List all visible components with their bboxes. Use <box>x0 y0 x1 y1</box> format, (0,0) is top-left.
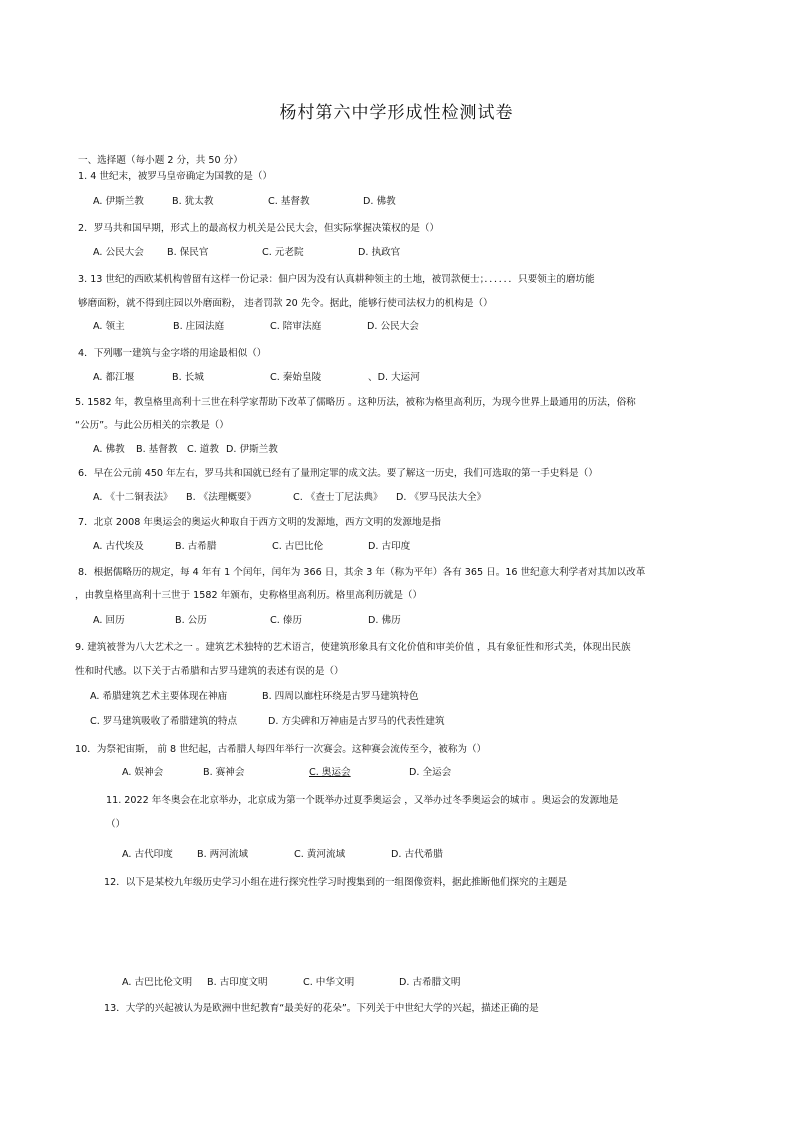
q6-option-b: B. 《法理概要》 <box>186 492 257 503</box>
question-2-stem: 2．罗马共和国早期，形式上的最高权力机关是公民大会，但实际掌握决策权的是（） <box>78 223 440 234</box>
q5-option-d: D. 伊斯兰教 <box>226 444 278 455</box>
question-10-stem: 10．为祭祀宙斯， 前 8 世纪起，古希腊人每四年举行一次赛会。这种赛会流传至今，被称为（） <box>75 744 487 755</box>
q4-option-a: A. 都江堰 <box>93 372 135 383</box>
q12-option-a: A. 古巴比伦文明 <box>122 977 193 988</box>
q5-option-c: C. 道教 <box>187 444 219 455</box>
q11-option-c: C. 黄河流域 <box>294 849 346 860</box>
question-1-stem: 1. 4 世纪末，被罗马皇帝确定为国教的是（） <box>78 171 273 182</box>
q8-option-b: B. 公历 <box>175 615 207 626</box>
page-title: 杨村第六中学形成性检测试卷 <box>279 103 514 123</box>
q7-option-c: C. 古巴比伦 <box>272 541 324 552</box>
q12-option-d: D. 古希腊文明 <box>399 977 461 988</box>
q7-option-a: A. 古代埃及 <box>93 541 144 552</box>
q3-option-a: A. 领主 <box>93 321 125 332</box>
q7-option-d: D. 古印度 <box>368 541 411 552</box>
question-12-stem: 12．以下是某校九年级历史学习小组在进行探究性学习时搜集到的一组图像资料，据此推断他们探究的主题是 <box>104 877 568 888</box>
question-8-stem-line1: 8．根据儒略历的规定，每 4 年有 1 个闰年，闰年为 366 日，其余 3 年（称为平年）各有 365 日。16 世纪意大利学者对其加以改革 <box>78 567 646 578</box>
question-6-stem: 6．早在公元前 450 年左右，罗马共和国就已经有了量刑定罪的成文法。要了解这一历史，我们可选取的第一手史料是（） <box>78 468 598 479</box>
question-5-stem-line2: “公历”。与此公历相关的宗教是（） <box>75 420 229 431</box>
q6-option-c: C. 《查士丁尼法典》 <box>293 492 383 503</box>
question-9-stem-line2: 性和时代感。以下关于古希腊和古罗马建筑的表述有误的是（） <box>75 666 344 677</box>
question-5-stem-line1: 5. 1582 年，教皇格里高利十三世在科学家帮助下改革了儒略历 。这种历法，被称为格里高利历，为现今世界上最通用的历法，俗称 <box>75 397 636 408</box>
q5-option-b: B. 基督教 <box>136 444 178 455</box>
q1-option-b: B. 犹太教 <box>172 196 214 207</box>
q11-option-a: A. 古代印度 <box>122 849 173 860</box>
q1-option-a: A. 伊斯兰教 <box>93 196 144 207</box>
q3-option-c: C. 陪审法庭 <box>270 321 322 332</box>
q11-option-b: B. 两河流域 <box>197 849 249 860</box>
question-3-stem-line2: 够磨面粉，就不得到庄园以外磨面粉， 违者罚款 20 先令。据此，能够行使司法权力的机构是（） <box>78 298 493 309</box>
q7-option-b: B. 古希腊 <box>175 541 217 552</box>
question-7-stem: 7．北京 2008 年奥运会的奥运火种取自于西方文明的发源地，西方文明的发源地是指 <box>78 517 441 528</box>
q1-option-d: D. 佛教 <box>363 196 396 207</box>
q9-option-a: A. 希腊建筑艺术主要体现在神庙 <box>90 691 228 702</box>
q3-option-d: D. 公民大会 <box>367 321 419 332</box>
q4-option-d: 、D. 大运河 <box>368 372 420 383</box>
question-13-stem: 13．大学的兴起被认为是欧洲中世纪教育“最美好的花朵”。下列关于中世纪大学的兴起，描述正确的是 <box>104 1003 539 1014</box>
q9-option-d: D. 方尖碑和万神庙是古罗马的代表性建筑 <box>268 716 445 727</box>
q4-option-c: C. 秦始皇陵 <box>270 372 322 383</box>
q8-option-c: C. 傣历 <box>270 615 302 626</box>
q12-option-c: C. 中华文明 <box>303 977 355 988</box>
question-11-stem-line2: （） <box>106 819 126 830</box>
question-8-stem-line2: ，由教皇格里高利十三世于 1582 年颁布，史称格里高利历。格里高利历就是（） <box>75 590 423 601</box>
q6-option-d: D. 《罗马民法大全》 <box>396 492 487 503</box>
q9-option-c: C. 罗马建筑吸收了希腊建筑的特点 <box>90 716 238 727</box>
q4-option-b: B. 长城 <box>172 372 204 383</box>
q10-option-a: A. 娱神会 <box>122 767 164 778</box>
q3-option-b: B. 庄园法庭 <box>173 321 225 332</box>
q5-option-a: A. 佛教 <box>93 444 125 455</box>
q12-option-b: B. 古印度文明 <box>207 977 268 988</box>
question-11-stem-line1: 11. 2022 年冬奥会在北京举办，北京成为第一个既举办过夏季奥运会 ，又举办过冬季奥运会的城市 。奥运会的发源地是 <box>106 795 619 806</box>
section-heading: 一、选择题（每小题 2 分，共 50 分） <box>78 155 243 166</box>
q9-option-b: B. 四周以廊柱环绕是古罗马建筑特色 <box>262 691 419 702</box>
q2-option-d: D. 执政官 <box>358 247 401 258</box>
q2-option-b: B. 保民官 <box>167 247 209 258</box>
q10-option-d: D. 全运会 <box>409 767 452 778</box>
question-4-stem: 4．下列哪一建筑与金字塔的用途最相似（） <box>78 348 267 359</box>
question-9-stem-line1: 9. 建筑被誉为八大艺术之一 。建筑艺术独特的艺术语言，使建筑形象具有文化价值和审美价值 ，具有象征性和形式美，体现出民族 <box>75 642 631 653</box>
q10-option-c: C. 奥运会 <box>309 767 351 778</box>
q2-option-a: A. 公民大会 <box>93 247 144 258</box>
q10-option-b: B. 赛神会 <box>203 767 245 778</box>
question-3-stem-line1: 3. 13 世纪的西欧某机构曾留有这样一份记录：佃户因为没有认真耕种领主的土地，被罚款便士；．．．．．．只要领主的磨坊能 <box>78 274 595 285</box>
q2-option-c: C. 元老院 <box>262 247 304 258</box>
q8-option-a: A. 回历 <box>93 615 125 626</box>
q11-option-d: D. 古代希腊 <box>391 849 443 860</box>
q8-option-d: D. 佛历 <box>368 615 401 626</box>
q1-option-c: C. 基督教 <box>268 196 310 207</box>
q6-option-a: A. 《十二铜表法》 <box>93 492 173 503</box>
